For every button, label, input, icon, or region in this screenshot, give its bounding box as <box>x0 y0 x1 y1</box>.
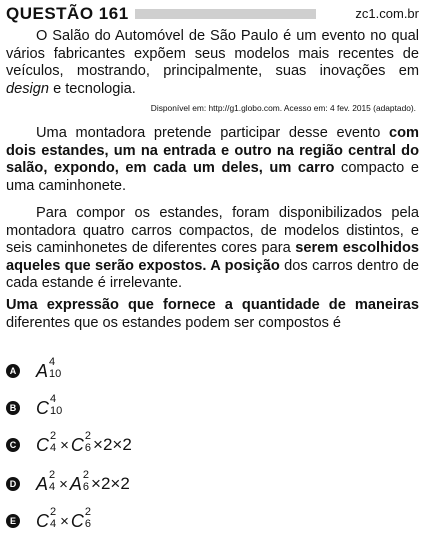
term-subscript: 4 <box>50 517 57 530</box>
term-superscript: 2 <box>84 429 92 442</box>
question-prompt-bold: Uma expressão que fornece a quantidade de maneiras <box>6 297 419 313</box>
math-term <box>36 468 56 495</box>
question-prompt-text: diferentes que os estandes podem ser compostos é <box>6 314 342 331</box>
term-superscript: 4 <box>50 392 57 405</box>
question-header <box>6 4 419 24</box>
term-subscript: 6 <box>84 441 92 454</box>
paragraph-2-text-b: compacto e uma caminhonete. <box>6 160 419 194</box>
option-d[interactable] <box>6 469 130 499</box>
option-expression <box>36 392 64 419</box>
paragraph-1 <box>6 28 419 98</box>
term-subscript: 6 <box>84 517 92 530</box>
option-letter-badge: E <box>6 514 20 528</box>
term-subscript: 4 <box>49 480 56 493</box>
option-expression <box>36 429 132 456</box>
paragraph-3-bold: serem escolhidos aqueles que serão expostos. A posição <box>6 240 419 274</box>
option-b[interactable] <box>6 393 64 423</box>
times-sign: × <box>60 512 69 530</box>
term-subscript: 10 <box>49 367 62 380</box>
paragraph-3 <box>6 205 419 293</box>
math-term <box>70 429 92 456</box>
site-url: zc1.com.br <box>355 6 419 21</box>
term-subscript: 4 <box>50 441 57 454</box>
math-term <box>36 392 63 419</box>
term-symbol: C <box>36 434 49 455</box>
paragraph-3-text-b: dos carros dentro de cada estande é irrelevante. <box>6 257 419 291</box>
math-term <box>36 505 57 532</box>
term-symbol: C <box>36 397 49 418</box>
term-superscript: 2 <box>50 505 57 518</box>
paragraph-2 <box>6 125 419 195</box>
option-e[interactable] <box>6 506 93 536</box>
question-prompt <box>6 297 419 332</box>
option-letter-badge: A <box>6 364 20 378</box>
expression-tail: ×2×2 <box>91 474 130 493</box>
option-letter-badge: B <box>6 401 20 415</box>
question-number: QUESTÃO 161 <box>6 4 135 24</box>
math-term <box>69 468 90 495</box>
term-symbol: C <box>70 510 84 531</box>
paragraph-2-bold: com dois estandes, um na entrada e outro na região central do salão, expondo, em cada um deles, um carro <box>6 125 419 176</box>
option-expression <box>36 505 93 532</box>
option-c[interactable] <box>6 430 132 460</box>
term-symbol: A <box>36 473 49 494</box>
term-symbol: A <box>69 473 82 494</box>
math-term <box>70 505 92 532</box>
expression-tail: ×2×2 <box>93 435 132 454</box>
option-letter-badge: C <box>6 438 20 452</box>
paragraph-1-italic: design <box>6 80 50 97</box>
header-bar <box>130 9 316 19</box>
term-superscript: 2 <box>49 468 56 481</box>
term-superscript: 2 <box>82 468 90 481</box>
option-expression <box>36 468 130 495</box>
math-term <box>36 429 57 456</box>
paragraph-1-text-b: e tecnologia. <box>49 80 136 97</box>
option-expression <box>36 355 63 382</box>
paragraph-2-text-a: Uma montadora pretende participar desse evento <box>36 125 389 141</box>
term-subscript: 6 <box>82 480 90 493</box>
times-sign: × <box>59 475 68 493</box>
term-superscript: 2 <box>84 505 92 518</box>
paragraph-3-text-a: Para compor os estandes, foram disponibilizados pela montadora quatro carros compactos, de modelos distintos, e seis caminhonetes de diferentes cores para <box>6 205 419 256</box>
term-symbol: A <box>36 360 49 381</box>
term-symbol: C <box>70 434 84 455</box>
term-symbol: C <box>36 510 49 531</box>
paragraph-1-text-a: O Salão do Automóvel de São Paulo é um evento no qual vários fabricantes expõem seus modelos mais recentes de veículos, mostrando, principalmente, suas inovações em <box>6 28 419 79</box>
math-term <box>36 355 62 382</box>
source-citation: Disponível em: http://g1.globo.com. Acesso em: 4 fev. 2015 (adaptado). <box>150 103 416 113</box>
term-superscript: 4 <box>49 355 56 368</box>
term-subscript: 10 <box>50 404 63 417</box>
option-letter-badge: D <box>6 477 20 491</box>
option-a[interactable] <box>6 356 63 386</box>
times-sign: × <box>60 436 69 454</box>
term-superscript: 2 <box>50 429 57 442</box>
